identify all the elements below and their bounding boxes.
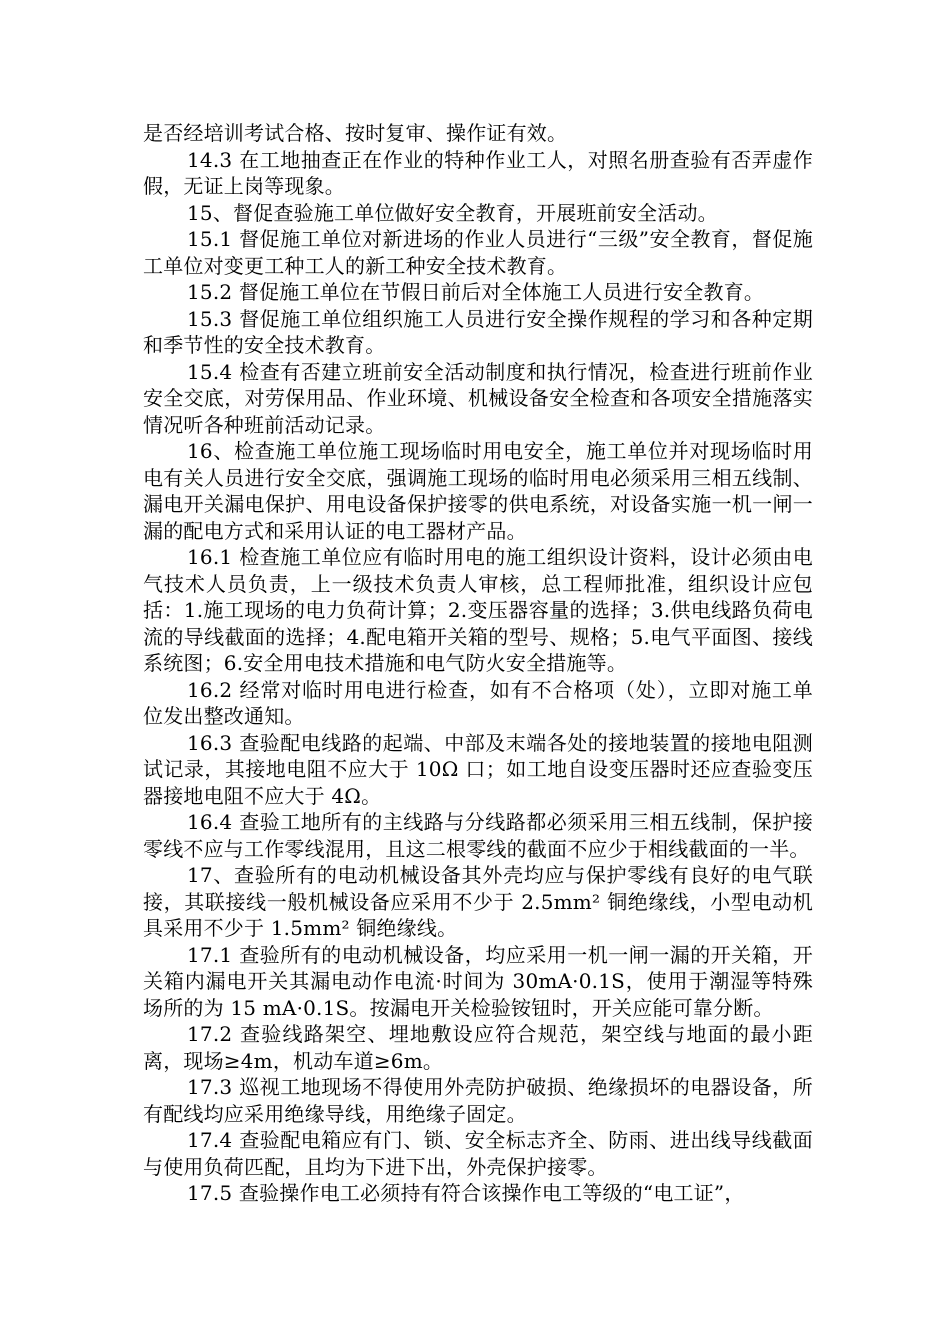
paragraph: 15.2 督促施工单位在节假日前后对全体施工人员进行安全教育。: [187, 280, 765, 304]
paragraph: 17.2 查验线路架空、埋地敷设应符合规范，架空线与地面的最小距离，现场≥4m，机动车道≥6m。: [143, 1022, 813, 1073]
paragraph: 17、查验所有的电动机械设备其外壳均应与保护零线有良好的电气联接，其联接线一般机械设备应采用不少于 2.5mm² 铜绝缘线，小型电动机具采用不少于 1.5mm² 铜绝缘线。: [143, 863, 813, 940]
paragraph: 16.2 经常对临时用电进行检查，如有不合格项（处），立即对施工单位发出整改通知。: [143, 677, 813, 728]
paragraph: 14.3 在工地抽查正在作业的特种作业工人，对照名册查验有否弄虚作假，无证上岗等现象。: [143, 147, 813, 198]
paragraph: 17.4 查验配电箱应有门、锁、安全标志齐全、防雨、进出线导线截面与使用负荷匹配，且均为下进下出，外壳保护接零。: [143, 1128, 813, 1179]
paragraph: 15.3 督促施工单位组织施工人员进行安全操作规程的学习和各种定期和季节性的安全技术教育。: [143, 306, 813, 357]
paragraph: 16、检查施工单位施工现场临时用电安全，施工单位并对现场临时用电有关人员进行安全交底，强调施工现场的临时用电必须采用三相五线制、漏电开关漏电保护、用电设备保护接零的供电系统，对设备实施一机一闸一漏的配电方式和采用认证的电工器材产品。: [143, 439, 813, 543]
paragraph: 16.3 查验配电线路的起端、中部及末端各处的接地装置的接地电阻测试记录，其接地电阻不应大于 10Ω 口；如工地自设变压器时还应查验变压器接地电阻不应大于 4Ω。: [143, 730, 813, 808]
paragraph: 17.1 查验所有的电动机械设备，均应采用一机一闸一漏的开关箱，开关箱内漏电开关其漏电动作电流·时间为 30mA·0.1S，使用于潮湿等特殊场所的为 15 mA·0.1S。按漏电开关检验铵钮时，开关应能可靠分断。: [143, 942, 813, 1020]
paragraph: 15、督促查验施工单位做好安全教育，开展班前安全活动。: [187, 200, 718, 225]
paragraph: 15.1 督促施工单位对新进场的作业人员进行“三级”安全教育，督促施工单位对变更工种工人的新工种安全技术教育。: [143, 227, 813, 278]
paragraph: 16.1 检查施工单位应有临时用电的施工组织设计资料，设计必须由电气技术人员负责，上一级技术负责人审核，总工程师批准，组织设计应包括：1.施工现场的电力负荷计算；2.变压器容量的选择；3.供电线路负荷电流的导线截面的选择；4.配电箱开关箱的型号、规格；5.电气平面图、接线系统图；6.安全用电技术措施和电气防火安全措施等。: [143, 545, 813, 675]
paragraph: 是否经培训考试合格、按时复审、操作证有效。: [143, 121, 568, 145]
paragraph: 16.4 查验工地所有的主线路与分线路都必须采用三相五线制，保护接零线不应与工作零线混用，且这二根零线的截面不应少于相线截面的一半。: [143, 810, 813, 861]
paragraph: 15.4 检查有否建立班前安全活动制度和执行情况，检查进行班前作业安全交底，对劳保用品、作业环境、机械设备安全检查和各项安全措施落实情况听各种班前活动记录。: [143, 359, 813, 437]
paragraph: 17.3 巡视工地现场不得使用外壳防护破损、绝缘损坏的电器设备，所有配线均应采用绝缘导线，用绝缘子固定。: [143, 1075, 813, 1126]
document-page: [143, 120, 813, 1207]
paragraph: 17.5 查验操作电工必须持有符合该操作电工等级的“电工证”，: [187, 1181, 745, 1205]
